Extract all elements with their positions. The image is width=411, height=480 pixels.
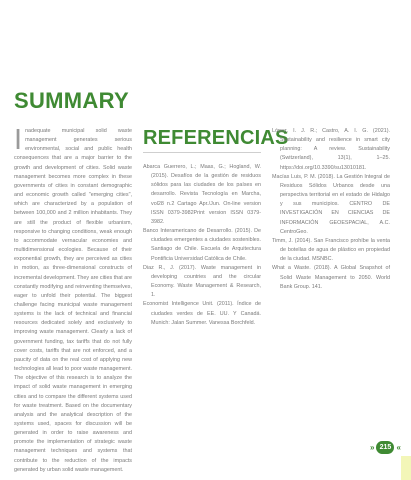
reference-item: What a Waste. (2018). A Global Snapshot of Solid Waste Management to 2050. World Bank Group. 141. xyxy=(272,265,390,290)
references-rule xyxy=(143,152,261,153)
reference-item: López, I. J. R.; Castro, A. I. G. (2021). Sustainability and resilience in smart city planning: A review. Sustainability (Switzerland), 13(1), 1–25. https://doi.org/10.3390/su13010181. xyxy=(272,128,390,171)
double-chevron-left-icon[interactable]: » xyxy=(370,442,375,452)
page-navigation xyxy=(370,441,401,454)
reference-item: Economist Intelligence Unit. (2011). Índice de ciudades verdes de EE. UU. Y Canadá. Munich: Jalan Summer. Vanessa Borchfeld. xyxy=(143,301,261,326)
reference-item: Diaz R., J. (2017). Waste management in developing countries and the circular Economy. Waste Management & Research, 1. xyxy=(143,264,261,299)
side-tab xyxy=(401,456,411,480)
summary-column-2 xyxy=(143,127,289,328)
reference-item: Banco Interamericano de Desarrollo. (2015). De ciudades emergentes a ciudades sostenibles. Santiago de Chile. Escuela de Arquitectura Pontificia Universidad Católica de Chile. xyxy=(143,228,261,262)
reference-item: Abarca Guerrero, L.; Maas, G.; Hogland, W. (2015). Desafíos de la gestión de residuos sólidos para las ciudades de los países en desarrollo. Revista Tecnología en Marcha, vol28 n.2 Cartago Apr./Jun. On-line version ISSN 0379-3982Print version ISSN 0379-3982. xyxy=(143,164,261,225)
summary-paragraph: nadequate municipal solid waste management generates serious environmental, social and public health consequences that are a major barrier to the growth and development of cities. Solid waste management becomes more complex in these governments of cities in constant demographic and economic growth called "emerging cities", which are characterized by a population of between 100,000 and 2 million inhabitants. They are still the product of flexible urbanism, responsive to changing conditions, weak enough to accommodate vernacular economies and multidimensional ecologies. Because of their exponential growth, they are perceived as cities in motion, as three-dimensional constructs of incremental development. They are cities that are constantly modifying and reinventing themselves, eager to unfold their potential. The biggest challenge facing municipal waste management systems is the lack of technical and financial resources dedicated solely and exclusively to improving waste management. Clearly a lack of government funding, tax tariffs that do not fully cover costs, tariffs that are not enforced, and a paucity of data on the real cost of applying new technologies all lead to poor waste management. The objective of this research is to analyze the impact of solid waste management in emerging cities and to compare the different systems used for waste treatment. Based on the documentary analysis and the analytical description of the systems used, spaces for discussion will be generated in order to raise awareness and promote the implementation of strategic waste management techniques and systems that contribute to the reduction of the impacts generated by urban solid waste management. xyxy=(14,128,132,473)
summary-column-1 xyxy=(14,124,132,475)
page-number: 215 xyxy=(376,441,394,454)
reference-item: Timm, J. (2014). San Francisco prohíbe la venta de botellas de agua de plástico en propiedad de la ciudad. MSNBC. xyxy=(272,237,390,263)
reference-item: Macías Luis, P. M. (2018). La Gestión Integral de Residuos Sólidos Urbanos desde una perspectiva territorial en el estado de Hidalgo y sus municipios. CENTRO DE INVESTIGACIÓN EN CIENCIAS DE INFORMACIÓN GEOESPACIAL, A.C. CentroGeo. xyxy=(272,173,390,235)
page-title: SUMMARY xyxy=(14,88,129,113)
references-heading: REFERENCIAS xyxy=(143,127,289,149)
drop-cap: I xyxy=(14,124,23,156)
double-chevron-right-icon[interactable]: « xyxy=(396,442,401,452)
references-column-3 xyxy=(272,127,390,292)
